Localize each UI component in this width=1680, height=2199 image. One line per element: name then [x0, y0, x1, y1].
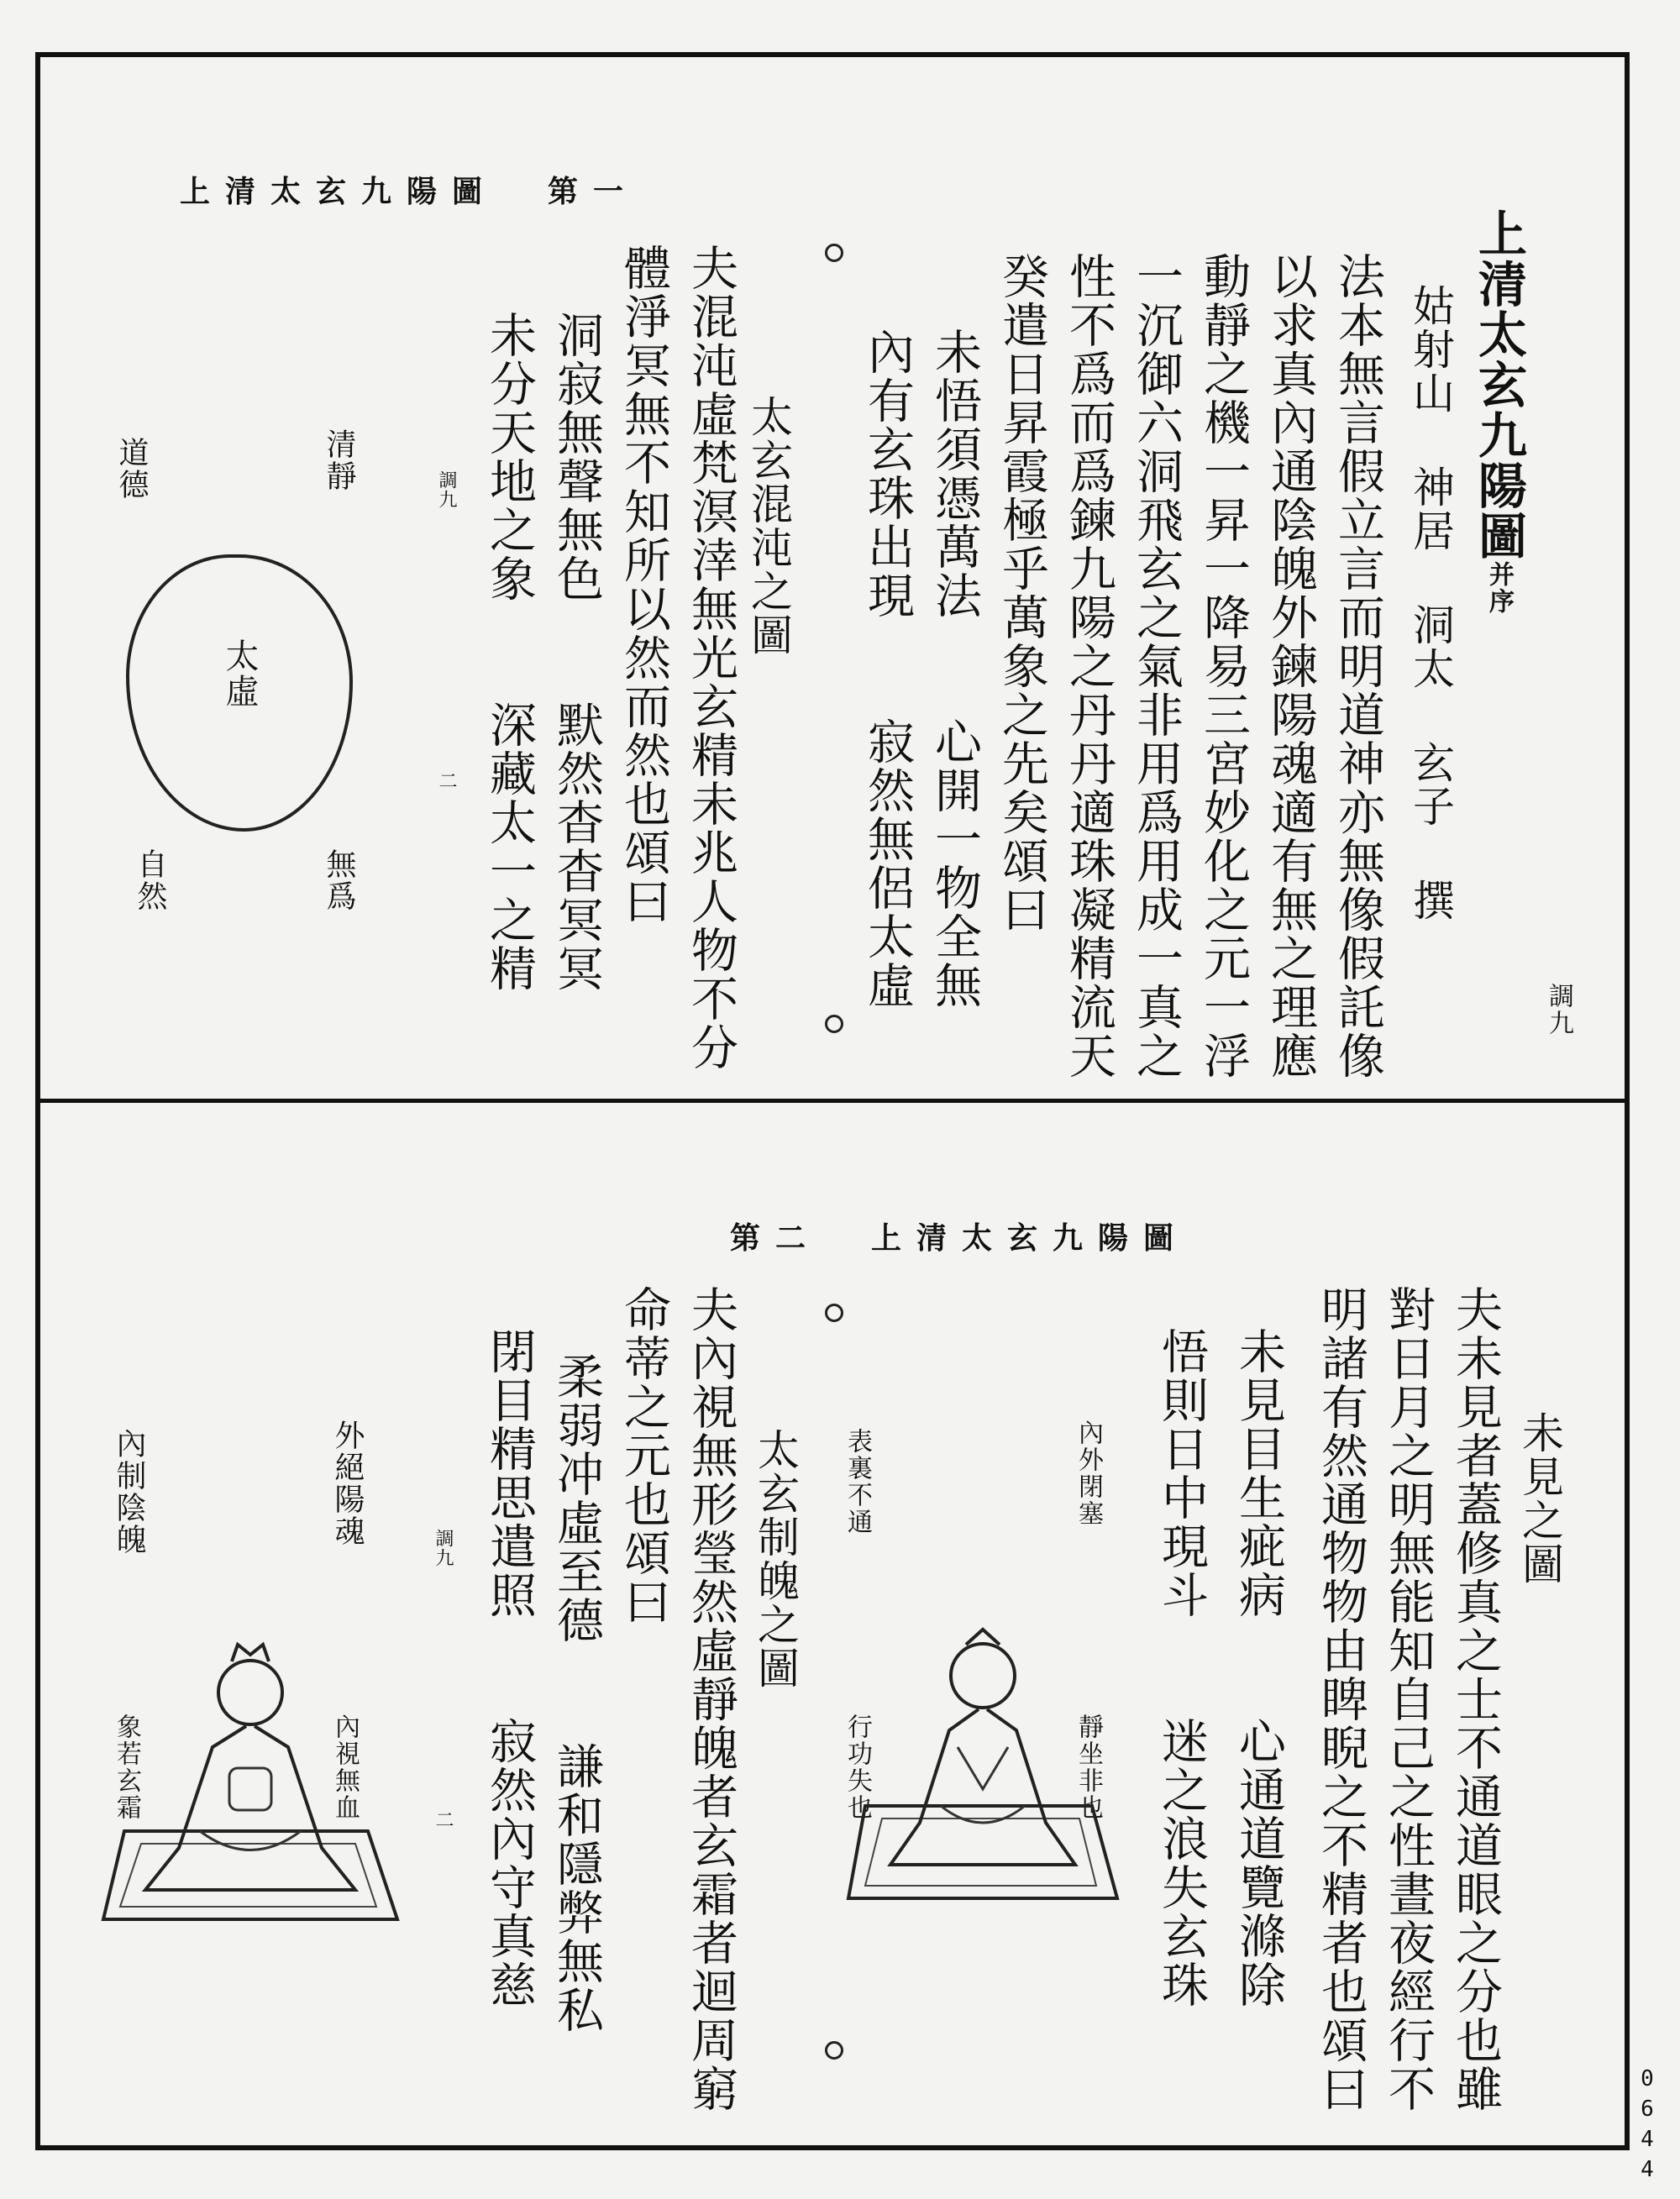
verse2b-line-1: 柔弱冲虛至德 謙和隱弊無私 [549, 1352, 604, 2034]
figure1-label-upper-right: 內外閉塞 [1074, 1420, 1103, 1527]
panel2-header-part: 第二 [730, 1220, 822, 1256]
body-line-1: 夫混沌虛梵溟涬無光玄精未兆人物不分 [684, 244, 738, 1072]
panel2-leaf-number: 二 [433, 1810, 454, 1829]
body1-line-2: 對日月之明無能知自己之性晝夜經行不 [1381, 1285, 1436, 2113]
panel2-running-header [718, 1215, 1189, 1257]
binding-hole-top-2 [825, 1304, 843, 1322]
panel2-header-title: 上清太玄九陽圖 [871, 1220, 1189, 1256]
figure1-label-right: 靜坐非也 [1074, 1714, 1103, 1821]
verse2b-line-2: 閉目精思遣照 寂然內守真慈 [482, 1327, 537, 2009]
body2-line-2: 命蒂之元也頌曰 [617, 1285, 671, 1626]
seated-figure-1 [840, 1613, 1126, 1915]
margin-note: 調九 [1544, 983, 1573, 1037]
diagram-label-ziran: 自然 [133, 848, 167, 912]
diagram-label-daode: 道德 [114, 437, 149, 501]
verse1-line-2: 悟則日中現斗 迷之浪失玄珠 [1154, 1327, 1209, 2009]
book-title-suffix: 并序 [1484, 561, 1514, 615]
binding-hole-bottom [825, 1015, 843, 1033]
diagram-title-chaos: 太玄混沌之圖 [744, 395, 793, 657]
author-line: 姑射山 神居 洞太 玄子 撰 [1406, 284, 1455, 922]
panel1-header-part: 第一 [548, 174, 639, 209]
preface-line-3: 動靜之機一昇一降易三宮妙化之元一浮 [1196, 252, 1251, 1080]
verse-line-1: 未悟須憑萬法 心開一物全無 [927, 328, 982, 1010]
seated-figure-2 [99, 1630, 410, 1932]
margin-note-lower: 調九 [436, 470, 457, 509]
preface-line-6: 癸遣日昇霞極乎萬象之先矣頌曰 [995, 252, 1049, 934]
binding-hole-top [825, 244, 843, 262]
figure2-label-upper-left: 內制陰魄 [112, 1428, 146, 1556]
diagram-title-unseen: 未見之圖 [1515, 1411, 1564, 1586]
body-line-2: 體淨冥無不知所以然而然也頌曰 [617, 244, 671, 926]
figure2-label-upper-right: 外絕陽魂 [330, 1420, 365, 1547]
panel1-header-title: 上清太玄九陽圖 [180, 174, 498, 209]
figure2-label-right: 內視無血 [330, 1714, 360, 1821]
body1-line-1: 夫未見者蓋修真之士不通道眼之分也雖 [1448, 1285, 1503, 2113]
panel1-running-header [168, 168, 638, 211]
figure1-label-left: 行功失也 [843, 1714, 872, 1821]
book-title: 上清太玄九陽圖并序 [1470, 208, 1527, 615]
page-number: 0644 [1635, 2066, 1660, 2187]
preface-line-2: 以求真內通陰魄外鍊陽魂適有無之理應 [1263, 252, 1318, 1080]
diagram-label-qingjing: 清靜 [322, 428, 356, 492]
verse2-line-1: 洞寂無聲無色 默然杳杳冥冥 [549, 311, 604, 993]
verse1-line-1: 未見目生疵病 心通道覽滌除 [1231, 1327, 1286, 2009]
body2-line-1: 夫內視無形瑩然虛靜魄者玄霜者迴周窮 [684, 1285, 738, 2113]
diagram-label-taixu: 太虛 [220, 638, 259, 709]
figure1-label-upper-left: 表裏不通 [843, 1428, 872, 1535]
diagram-label-wuwei: 無爲 [322, 848, 356, 912]
panel2-margin-note: 調九 [433, 1529, 454, 1567]
diagram-title-control: 太玄制魄之圖 [751, 1428, 800, 1690]
figure2-label-left: 象若玄霜 [112, 1714, 141, 1821]
panel-divider [40, 1099, 1625, 1103]
preface-line-4: 一沉御六洞飛玄之氣非用爲用成一真之 [1129, 252, 1184, 1080]
preface-line-5: 性不爲而爲鍊九陽之丹丹適珠凝精流天 [1062, 252, 1116, 1080]
body1-line-3: 明諸有然通物物由睥睨之不精者也頌曰 [1314, 1285, 1368, 2113]
leaf-number: 二 [436, 771, 457, 790]
preface-line-1: 法本無言假立言而明道神亦無像假託像 [1331, 252, 1385, 1080]
verse-line-2: 內有玄珠出現 寂然無侶太虛 [860, 328, 915, 1010]
binding-hole-bottom-2 [825, 2041, 843, 2060]
verse2-line-2: 未分天地之象 深藏太一之精 [482, 311, 537, 993]
